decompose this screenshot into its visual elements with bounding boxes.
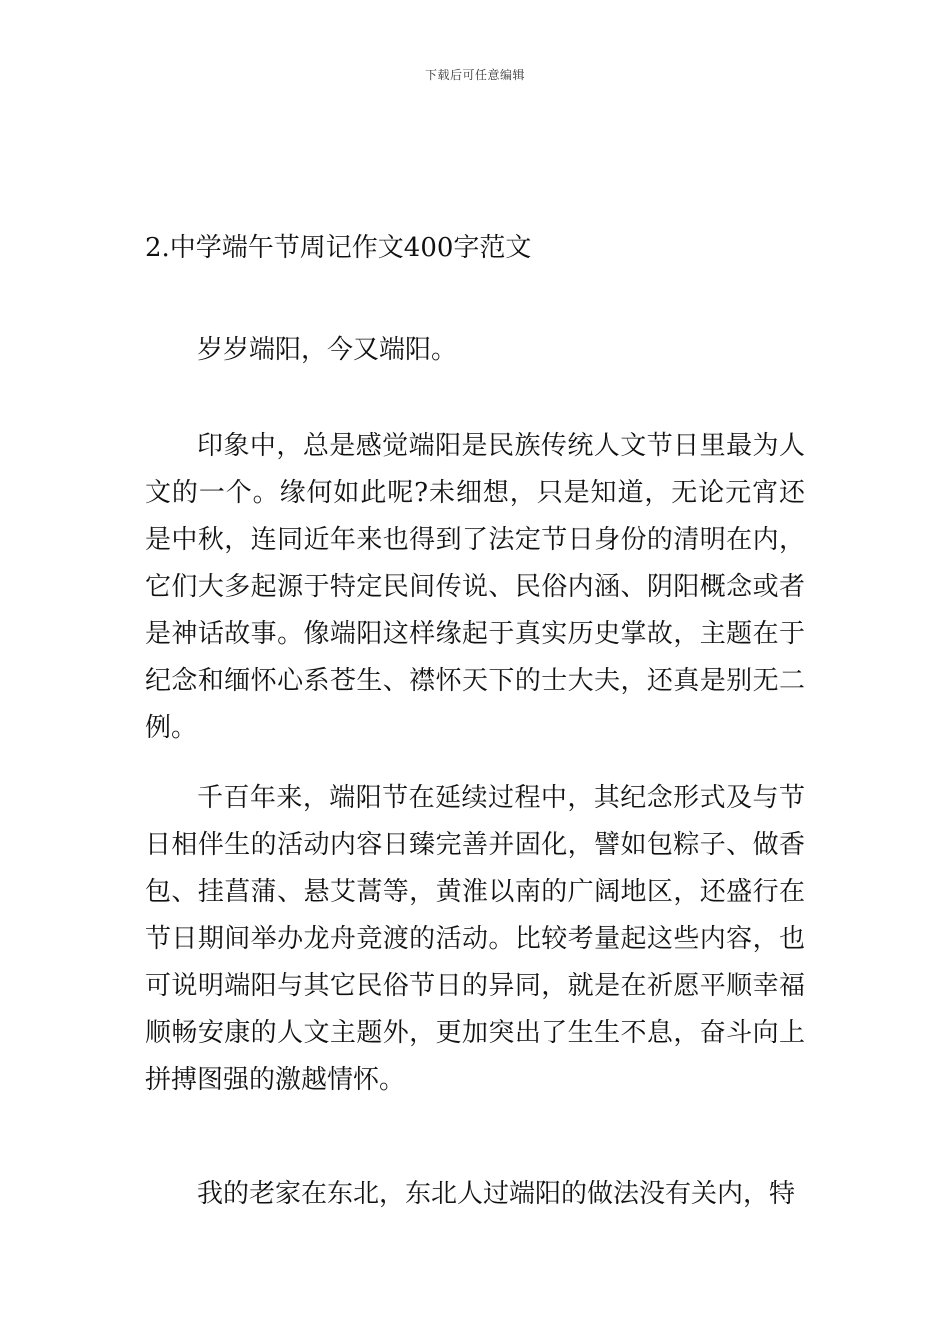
paragraph-1: 岁岁端阳，今又端阳。 — [197, 335, 458, 365]
document-title: 2.中学端午节周记作文400字范文 — [145, 233, 532, 263]
header-watermark: 下载后可任意编辑 — [424, 68, 525, 82]
paragraph-4: 我的老家在东北，东北人过端阳的做法没有关内，特 — [197, 1179, 796, 1209]
paragraph-2: 印象中，总是感觉端阳是民族传统人文节日里最为人文的一个。缘何如此呢?未细想，只是知道，无论元宵还是中秋，连同近年来也得到了法定节日身份的清明在内，它们大多起源于特定民间传说、民俗内涵、阴阳概念或者是神话故事。像端阳这样缘起于真实历史掌故，主题在于纪念和缅怀心系苍生、襟怀天下的士大夫，还真是别无二例。 — [145, 431, 805, 743]
paragraph-3: 千百年来，端阳节在延续过程中，其纪念形式及与节日相伴生的活动内容日臻完善并固化，譬如包粽子、做香包、挂菖蒲、悬艾蒿等，黄淮以南的广阔地区，还盛行在节日期间举办龙舟竞渡的活动。比较考量起这些内容，也可说明端阳与其它民俗节日的异同，就是在祈愿平顺幸福顺畅安康的人文主题外，更加突出了生生不息，奋斗向上拼搏图强的激越情怀。 — [145, 783, 805, 1095]
